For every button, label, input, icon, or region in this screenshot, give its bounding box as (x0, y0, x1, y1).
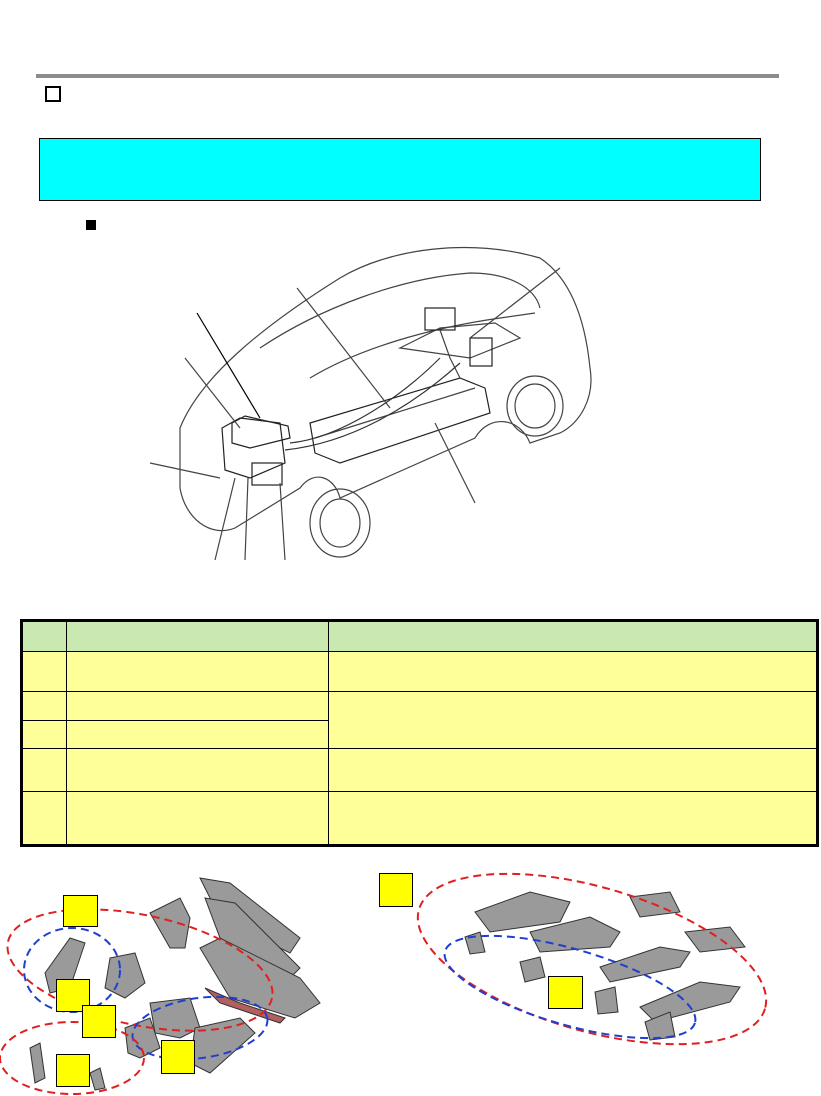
checkbox-icon (45, 86, 61, 102)
table-cell (329, 651, 818, 691)
marker-box (379, 873, 413, 907)
table-cell (22, 791, 67, 845)
table-cell (67, 691, 329, 720)
table-row (22, 749, 818, 791)
table-header-cell (67, 621, 329, 652)
table-cell (67, 720, 329, 749)
table-cell (67, 749, 329, 791)
table-cell (22, 651, 67, 691)
table-cell (329, 749, 818, 791)
table-cell (329, 791, 818, 845)
table-header-row (22, 621, 818, 652)
table-row (22, 791, 818, 845)
square-bullet-icon (86, 220, 96, 230)
table-cell (22, 691, 67, 720)
marker-box (63, 895, 98, 927)
marker-box (548, 976, 583, 1009)
highlight-box (39, 138, 761, 201)
table-cell (22, 749, 67, 791)
table-row (22, 651, 818, 691)
table-header-cell (22, 621, 67, 652)
marker-box (56, 1054, 90, 1087)
table-cell (67, 651, 329, 691)
table-cell (67, 791, 329, 845)
parts-diagram-right (370, 862, 780, 1062)
table-cell (329, 691, 818, 749)
marker-box (161, 1040, 195, 1074)
table-header-cell (329, 621, 818, 652)
table-row (22, 691, 818, 720)
spec-table (20, 619, 819, 847)
top-divider (36, 74, 779, 78)
vehicle-illustration (140, 238, 600, 568)
marker-box (82, 1005, 116, 1038)
table-cell (22, 720, 67, 749)
